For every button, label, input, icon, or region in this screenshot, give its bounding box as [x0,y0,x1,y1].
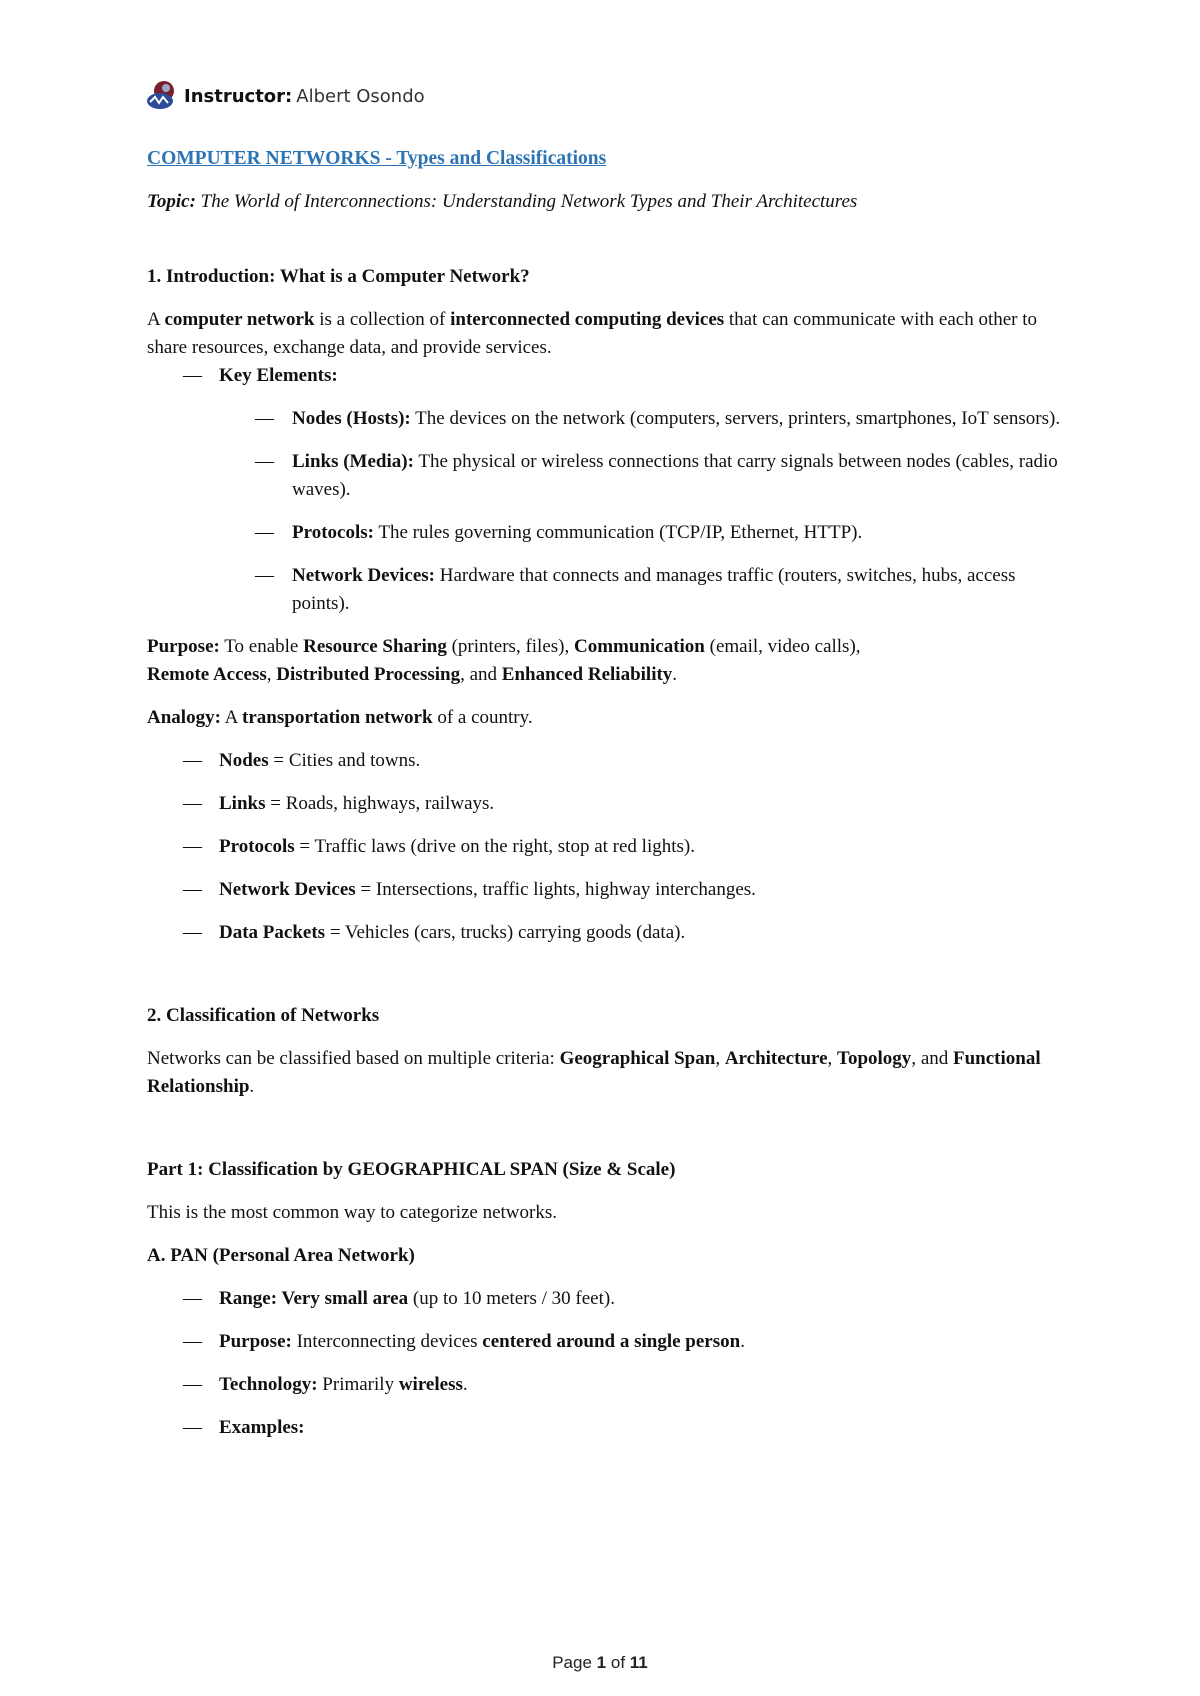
key-elements-sublist [147,405,1067,618]
pan-list [147,1285,1067,1442]
list-item: — Protocols: The rules governing communication (TCP/IP, Ethernet, HTTP). [147,519,1067,547]
document-body [147,145,1067,1442]
list-item: — Nodes (Hosts): The devices on the network (computers, servers, printers, smartphones, IoT sensors). [147,405,1067,433]
total-pages: 11 [629,1653,648,1672]
list-item: — Purpose: Interconnecting devices centered around a single person. [147,1328,1067,1356]
part-1-intro: This is the most common way to categorize networks. [147,1202,557,1223]
section-1-heading: 1. Introduction: What is a Computer Network? [147,266,530,287]
topic-line [147,188,1067,216]
list-item: — Range: Very small area (up to 10 meters / 30 feet). [147,1285,1067,1313]
list-item: — Links (Media): The physical or wireless connections that carry signals between nodes (cables, radio waves). [147,448,1067,504]
page-word: Page [552,1653,592,1672]
analogy-paragraph: Analogy: A transportation network of a country. [147,707,533,728]
network-definition: A computer network is a collection of interconnected computing devices that can communicate with each other to share resources, exchange data, and provide services. [147,309,1038,358]
pan-heading: A. PAN (Personal Area Network) [147,1245,415,1266]
list-item: — Data Packets = Vehicles (cars, trucks) carrying goods (data). [147,919,1067,947]
purpose-paragraph: Purpose: To enable Resource Sharing (printers, files), Communication (email, video calls), Remote Access, Distributed Processing, and Enhanced Reliability. [147,636,861,685]
list-item: — Technology: Primarily wireless. [147,1371,1067,1399]
topic-text: The World of Interconnections: Understanding Network Types and Their Architectures [200,191,858,212]
key-elements-list [147,362,1067,390]
list-item: — Examples: [147,1414,1067,1442]
university-logo-icon [144,78,180,114]
key-elements-label: Key Elements: [219,365,338,386]
section-2-heading: 2. Classification of Networks [147,1005,380,1026]
document-title: COMPUTER NETWORKS - Types and Classifications [147,148,607,169]
list-item: — Protocols = Traffic laws (drive on the right, stop at red lights). [147,833,1067,861]
instructor-label: Instructor: [184,85,293,107]
page-header [144,76,425,116]
list-item: — Network Devices = Intersections, traffic lights, highway interchanges. [147,876,1067,904]
analogy-list [147,747,1067,947]
topic-label: Topic: [147,191,196,212]
list-item: — Network Devices: Hardware that connects and manages traffic (routers, switches, hubs, access points). [147,562,1067,618]
list-item: — Nodes = Cities and towns. [147,747,1067,775]
page-footer [0,1653,1200,1673]
page-number: 1 [596,1653,607,1672]
list-item [147,362,1067,390]
of-word: of [610,1653,626,1672]
instructor-name: Albert Osondo [296,85,425,107]
classification-paragraph: Networks can be classified based on multiple criteria: Geographical Span, Architecture, Topology, and Functional Relationship. [147,1048,1041,1097]
list-item: — Links = Roads, highways, railways. [147,790,1067,818]
part-1-heading: Part 1: Classification by GEOGRAPHICAL SPAN (Size & Scale) [147,1159,676,1180]
